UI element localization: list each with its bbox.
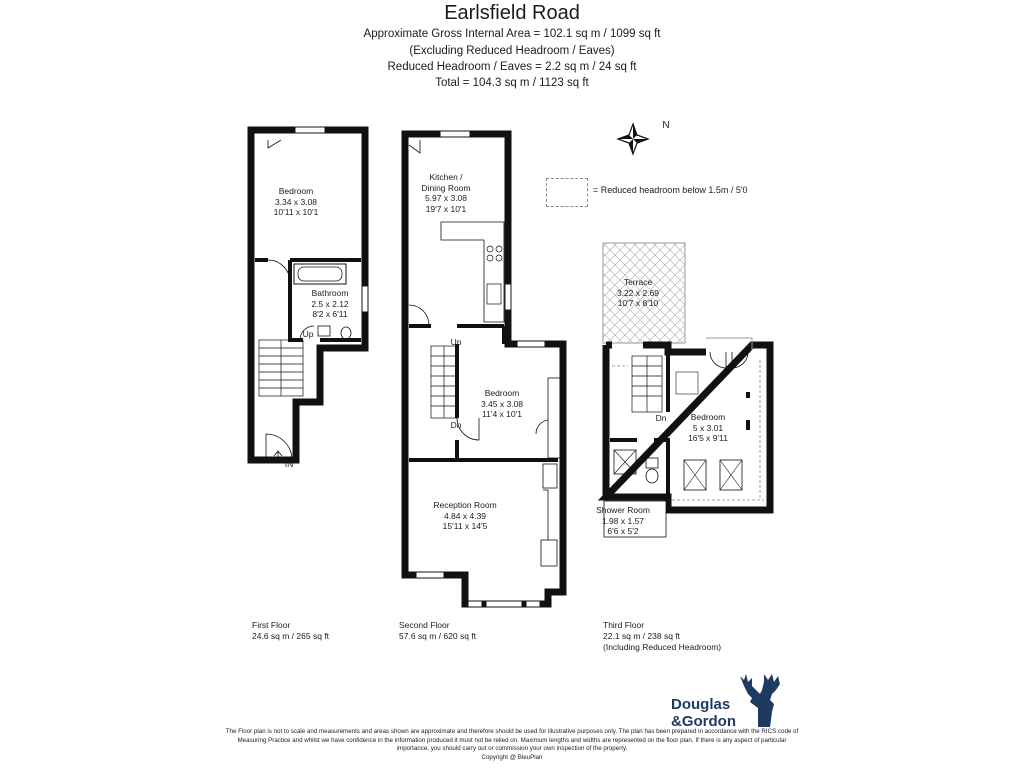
room-imperial: 10'11 x 10'1 [273, 207, 319, 217]
reduced-headroom-legend-text: = Reduced headroom below 1.5m / 5'0 [593, 185, 748, 195]
room-imperial: 6'6 x 5'2 [607, 526, 639, 536]
room-label-ff-bathroom [311, 288, 348, 320]
room-imperial: 16'5 x 9'11 [688, 433, 728, 443]
stair-down-label: Dn [450, 420, 462, 430]
room-name: Dining Room [421, 182, 471, 193]
brand-line-1: Douglas [671, 696, 731, 713]
brand-logo-text [671, 696, 736, 730]
room-label-tf-terrace [617, 277, 659, 309]
excluding-text: (Excluding Reduced Headroom / Eaves) [409, 45, 615, 57]
brand-line-2: &Gordon [671, 713, 736, 730]
room-label-sf-reception [433, 500, 496, 532]
north-compass-icon [618, 124, 648, 154]
room-metric: 3.34 x 3.08 [274, 196, 318, 207]
room-imperial: 15'11 x 14'5 [442, 521, 488, 531]
stair-up-label: Up [450, 337, 462, 347]
room-metric: 3.22 x 2.69 [616, 287, 660, 298]
room-metric: 1.98 x 1.57 [601, 515, 645, 526]
stair-down-label: Dn [655, 413, 667, 423]
first-floor-summary [252, 620, 329, 642]
room-label-sf-kitchen [421, 172, 470, 214]
first-floor-plan [251, 127, 368, 462]
disclaimer [224, 728, 800, 762]
room-label-tf-bedroom [688, 412, 728, 444]
floor-name: First Floor [252, 620, 291, 630]
stair-up-label: Up [302, 329, 314, 339]
room-name: Bathroom [311, 288, 349, 298]
gross-area-text: Approximate Gross Internal Area = 102.1 sq m / 1099 sq ft [363, 28, 661, 40]
room-imperial: 11'4 x 10'1 [482, 409, 522, 419]
reduced-headroom-text: Reduced Headroom / Eaves = 2.2 sq m / 24 sq ft [387, 61, 637, 73]
third-floor-summary [603, 620, 721, 653]
room-metric: 4.84 x 4.39 [443, 510, 487, 521]
room-label-sf-bedroom [481, 388, 523, 420]
room-name: Bedroom [484, 388, 520, 398]
second-floor-summary [399, 620, 476, 642]
room-name: Terrace [623, 277, 653, 287]
floor-area: 24.6 sq m / 265 sq ft [252, 631, 330, 641]
room-name: Shower Room [596, 505, 650, 515]
compass-north-label: N [662, 120, 670, 131]
floor-name: Third Floor [603, 620, 645, 630]
entrance-label: IN [284, 459, 294, 469]
room-name: Bedroom [278, 186, 314, 196]
room-imperial: 19'7 x 10'1 [425, 203, 467, 214]
room-metric: 2.5 x 2.12 [311, 298, 349, 309]
room-imperial: 10'7 x 8'10 [617, 298, 659, 308]
room-name: Kitchen / [429, 172, 463, 182]
room-label-tf-shower [596, 505, 650, 537]
room-metric: 5 x 3.01 [692, 422, 724, 433]
room-imperial: 8'2 x 6'11 [312, 309, 348, 319]
room-name: Bedroom [690, 412, 726, 422]
plan-title: Earlsfield Road [444, 2, 580, 24]
reduced-headroom-legend-swatch [546, 178, 588, 207]
total-area-text: Total = 104.3 sq m / 1123 sq ft [435, 77, 589, 89]
disclaimer-text: The Floor plan is not to scale and measurements and areas shown are approximate and therefore should be used for illustrative purposes only. The plan has been prepared in accordance with the RICS code of Measuring Practice and whilst we have confidence in the information produced it must not be relied on. Maximum lengths and widths are represented on the floor plan. If there is any aspect of particular importance, you should carry out or commission your own inspection of the property. [225, 728, 799, 752]
room-metric: 3.45 x 3.08 [480, 398, 524, 409]
copyright-text: Copyright @ BleuPlan [481, 753, 543, 761]
floor-area: 57.6 sq m / 620 sq ft [399, 631, 477, 641]
floor-note: (Including Reduced Headroom) [603, 642, 722, 652]
room-name: Reception Room [433, 500, 497, 510]
room-label-ff-bedroom [274, 186, 319, 218]
room-metric: 5.97 x 3.08 [424, 193, 468, 203]
stag-logo-icon [740, 674, 780, 727]
floor-area: 22.1 sq m / 238 sq ft [603, 631, 681, 641]
floor-name: Second Floor [399, 620, 450, 630]
